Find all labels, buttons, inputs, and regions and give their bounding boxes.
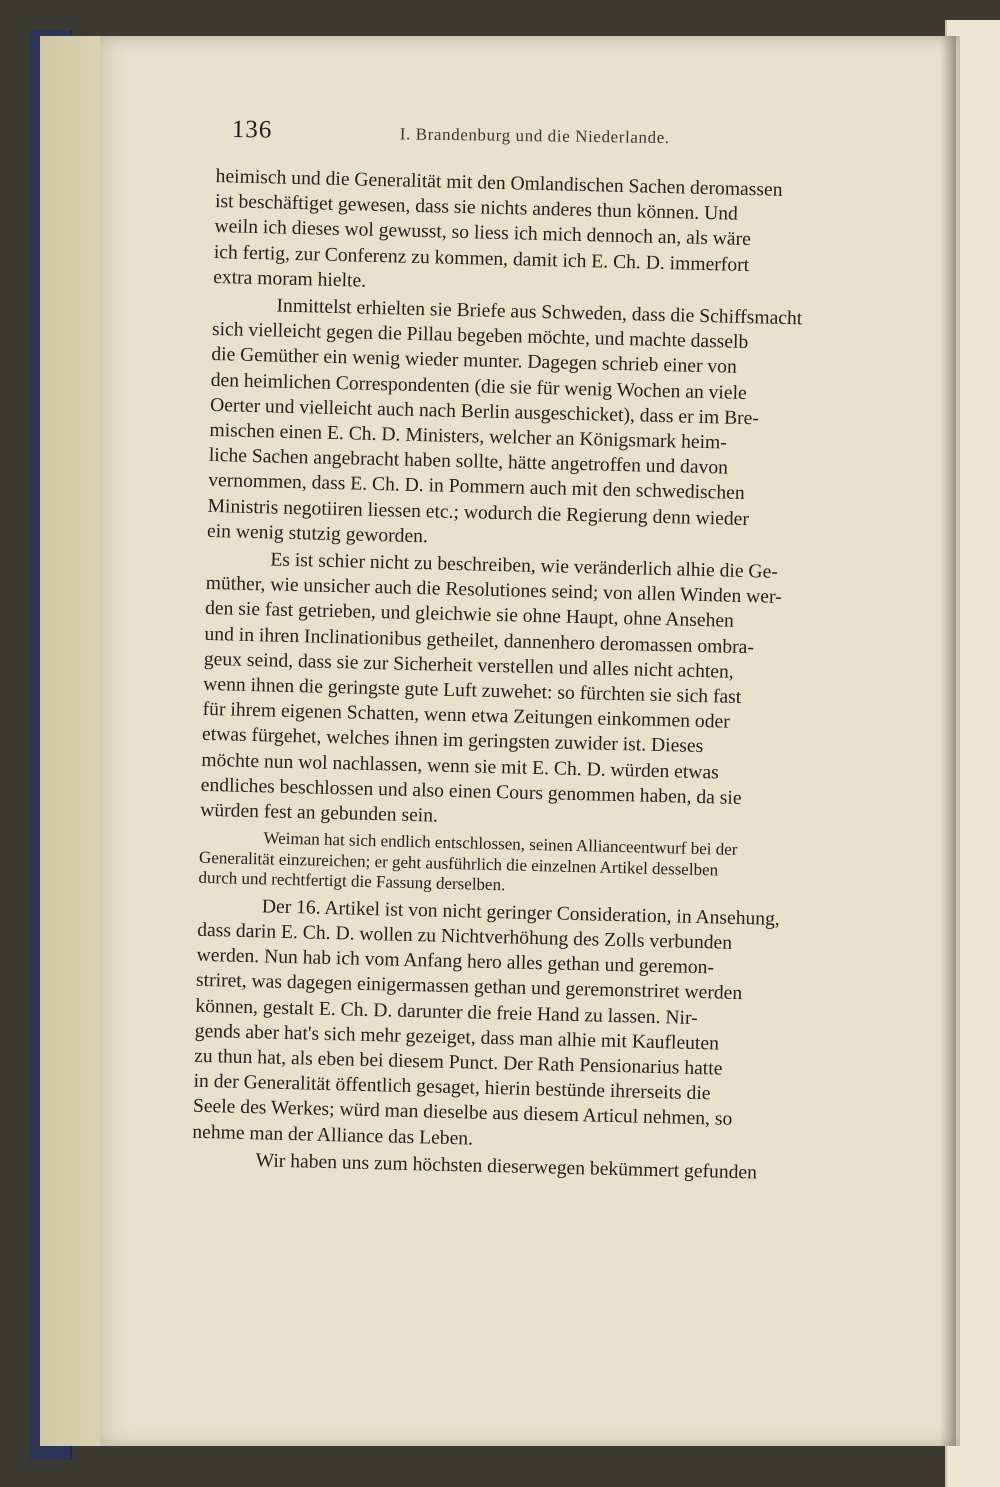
editorial-summary: Weiman hat sich endlich entschlossen, seinen Allianceentwurf bei der Generalität einzureichen; er geht ausführlich die einzelnen Artikel desselben durch und rechtfertigt die Fassung derselben. (198, 828, 738, 895)
page-number: 136 (231, 116, 273, 144)
paragraph-1: heimisch und die Generalität mit den Omlandischen Sachen deromassen ist beschäftiget gewesen, dass sie nichts anderes thun können. Und weiln ich dieses wol gewusst, so liess ich mich dennoch an, als wäre ich fertig, zur Conferenz zu kommen, damit ich E. Ch. D. immerfort extra moram hielte. (212, 165, 783, 292)
paragraph-4: Der 16. Artikel ist von nicht geringer Consideration, in Ansehung, dass darin E. Ch. D. wollen zu Nichtverhöhung des Zolls verbunden werden. Nun hab ich vom Anfang hero alles gethan und geremon- striret, was dagegen einigermassen gethan und geremonstriret werden können, gestalt E. Ch. D. darunter die freie Hand zu lassen. Nir- gends aber hat's sich mehr gezeiget, dass man alhie mit Kaufleuten zu thun hat, als eben bei diesem Punct. Der Rath Pensionarius hatte in der Generalität öffentlich gesaget, hierin bestünde ihrerseits die Seele des Werkes; würd man dieselbe aus diesem Articul nehmen, so nehme man der Alliance das Leben. (192, 896, 781, 1150)
paragraph-5: Wir haben uns zum höchsten dieserwegen bekümmert gefunden (255, 1150, 758, 1184)
paragraph-2: Inmittelst erhielten sie Briefe aus Schweden, dass die Schiffsmacht sich vielleicht gegen die Pillau begeben möchte, und machte dasselb die Gemüther ein wenig wieder munter. Dagegen schrieb einer von den heimlichen Correspondenten (die sie für wenig Wochen an viele Oerter und vielleicht auch nach Berlin ausgeschicket), dass er im Bre- mischen einen E. Ch. D. Ministers, welcher an Königsmark heim- liche Sachen angebracht haben sollte, hätte angetroffen und davon vernommen, dass E. Ch. D. in Pommern auch mit den schwedischen Ministris negotiiren liessen etc.; wodurch die Regierung denn wieder ein wenig stutzig geworden. (206, 295, 803, 548)
body-text (191, 164, 903, 1189)
paragraph-3: Es ist schier nicht zu beschreiben, wie veränderlich alhie die Ge- müther, wie unsicher auch die Resolutiones seind; von allen Winden wer- den sie fast getrieben, und gleichwie sie ohne Haupt, ohne Ansehen und in ihren Inclinationibus getheilet, dannenhero deromassen ombra- geux seind, dass sie zur Sicherheit verstellen und alles nicht achten, wenn ihnen die geringste gute Luft zuwehet: so fürchten sie sich fast für ihrem eigenen Schatten, wenn etwa Zeitungen einkommen oder etwas fürgehet, welches ihnen im geringsten zuwider ist. Dieses möchte nun wol nachlassen, wenn sie mit E. Ch. D. würden etwas endliches beschlossen und also einen Cours genommen haben, da sie würden fest an gebunden sein. (199, 549, 782, 827)
gutter-shadow (940, 36, 956, 1446)
running-title: I. Brandenburg und die Niederlande. (399, 124, 670, 148)
